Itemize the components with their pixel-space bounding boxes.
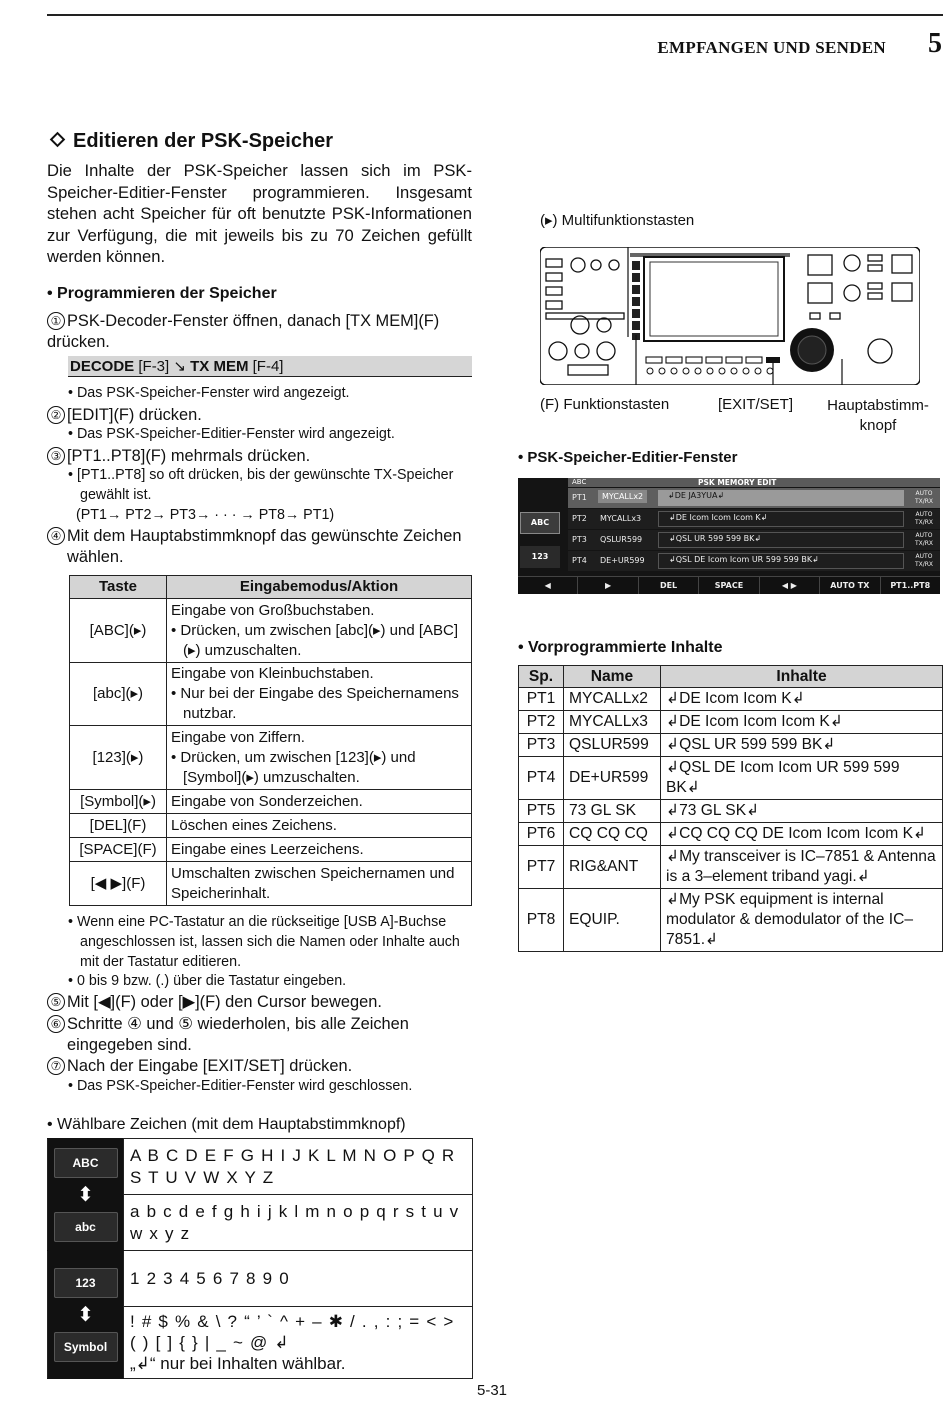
table-row: PT6 CQ CQ CQ ↲CQ CQ CQ DE Icom Icom Icom K↲ (519, 823, 943, 846)
table-row: PT4 DE+UR599 ↲QSL DE Icom Icom UR 599 599 BK↲ (519, 757, 943, 800)
memory-row[interactable]: PT4 DE+UR599 ↲QSL DE Icom Icom UR 599 599 BK↲ AUTO TX/RX (568, 551, 940, 571)
window-title: PSK MEMORY EDIT (698, 478, 777, 487)
table-row: [ABC](▸) Eingabe von Großbuchstaben. • Drücken, um zwischen [abc](▸) und [ABC](▸) umzuschalten. (70, 599, 472, 663)
section-title: Editieren der PSK-Speicher (47, 130, 333, 153)
digit-note: • 0 bis 9 bzw. (.) über die Tastatur eingeben. (68, 973, 347, 989)
lowercase-chars: a b c d e f g h i j k l m n o p q r s t u v w x y z (124, 1195, 473, 1251)
uppercase-chars: A B C D E F G H I J K L M N O P Q R S T U V W X Y Z (124, 1139, 473, 1195)
preset-heading: • Vorprogrammierte Inhalte (518, 639, 723, 656)
step-3-sequence: (PT1→ PT2→ PT3→ · · · → PT8→ PT1) (76, 507, 335, 523)
step-1: ① PSK-Decoder-Fenster öffnen, danach [TX MEM](F) drücken. (47, 312, 440, 351)
memory-row-selected[interactable]: PT1 MYCALLx2 ↲DE JA3YUA↲ AUTO TX/RX (568, 488, 940, 508)
chars-table (47, 1138, 473, 1379)
preset-header-sp: Sp. (519, 666, 564, 688)
header-rule (47, 14, 943, 16)
fkey-pt1-pt8[interactable]: PT1..PT8 (890, 581, 931, 590)
digit-chars: 1 2 3 4 5 6 7 8 9 0 (124, 1251, 473, 1307)
step-1-note: • Das PSK-Speicher-Fenster wird angezeigt. (68, 385, 350, 401)
table-row: [◀ ▶](F) Umschalten zwischen Speichernamen und Speicherinhalt. (70, 862, 472, 906)
function-keys-label: (F) Funktionstasten (540, 396, 670, 413)
chapter-number: 5 (928, 28, 942, 59)
page-number: 5-31 (477, 1382, 508, 1399)
table-row: [SPACE](F) Eingabe eines Leerzeichens. (70, 838, 472, 862)
symbol-icon: Symbol (54, 1332, 118, 1362)
table-row: PT2 MYCALLx3 ↲DE Icom Icom Icom K↲ (519, 711, 943, 734)
side-123-button[interactable]: 123 (520, 546, 560, 568)
preset-header-name: Name (564, 666, 661, 688)
table-row: PT5 73 GL SK ↲73 GL SK↲ (519, 800, 943, 823)
exit-set-label: [EXIT/SET] (718, 396, 794, 413)
abc-lower-icon: abc (54, 1212, 118, 1242)
step-5: ⑤ Mit [◀](F) oder [▶](F) den Cursor bewegen. (47, 992, 475, 1013)
table-row: PT3 QSLUR599 ↲QSL UR 599 599 BK↲ (519, 734, 943, 757)
step-3: ③ [PT1..PT8](F) mehrmals drücken. (47, 446, 475, 467)
preset-header-content: Inhalte (661, 666, 943, 688)
chars-heading: • Wählbare Zeichen (mit dem Hauptabstimmknopf) (47, 1116, 406, 1133)
key-table (69, 575, 472, 906)
symbol-note: „↲“ nur bei Inhalten wählbar. (130, 1354, 346, 1373)
function-key-bar (518, 576, 940, 594)
fkey-del[interactable]: DEL (639, 577, 699, 594)
symbol-chars: ! # $ % & \ ? “ ’ ` ^ + – ✱ / . , : ; = < > ( ) [ ] { } | _ ~ @ ↲ (130, 1312, 455, 1352)
main-dial-label: Hauptabstimm- knopf (827, 397, 929, 434)
step-2-note: • Das PSK-Speicher-Editier-Fenster wird angezeigt. (68, 426, 395, 442)
table-row: PT1 MYCALLx2 ↲DE Icom Icom K↲ (519, 688, 943, 711)
psk-window-heading: • PSK-Speicher-Editier-Fenster (518, 449, 738, 466)
fkey-space[interactable]: SPACE (699, 577, 759, 594)
table-row: PT7 RIG&ANT ↲My transceiver is IC–7851 & Antenna is a 3–element triband yagi.↲ (519, 846, 943, 889)
table-row: [DEL](F) Löschen eines Zeichens. (70, 814, 472, 838)
step-4: ④ Mit dem Hauptabstimmknopf das gewünschte Zeichen wählen. (47, 526, 475, 568)
diamond-icon (50, 132, 66, 148)
key-sequence: DECODE [F-3] ↘ TX MEM [F-4] (68, 356, 472, 377)
side-abc-button[interactable]: ABC (520, 512, 560, 534)
step-7-note: • Das PSK-Speicher-Editier-Fenster wird geschlossen. (68, 1078, 413, 1094)
intro-paragraph: Die Inhalte der PSK-Speicher lassen sich im PSK-Speicher-Editier-Fenster programmieren. Insgesamt stehen acht Speicher für oft benutzte PSK-Informationen zur Verfügung, die mit jeweils bis zu 70 Zeichen gefüllt werden können. (47, 161, 472, 266)
step-7: ⑦ Nach der Eingabe [EXIT/SET] drücken. (47, 1056, 475, 1077)
updown-arrow-icon: ⬍ (77, 1303, 94, 1326)
step-2: ② [EDIT](F) drücken. (47, 405, 475, 426)
table-row: [123](▸) Eingabe von Ziffern. • Drücken, um zwischen [123](▸) und [Symbol](▸) umzuschalten. (70, 726, 472, 790)
step-6: ⑥ Schritte ④ und ⑤ wiederholen, bis alle Zeichen eingegeben sind. (47, 1014, 475, 1056)
memory-row[interactable]: PT2 MYCALLx3 ↲DE Icom Icom Icom K↲ AUTO TX/RX (568, 509, 940, 529)
abc-upper-icon: ABC (54, 1148, 118, 1178)
programming-heading: • Programmieren der Speicher (47, 285, 277, 302)
usb-note: • Wenn eine PC-Tastatur an die rückseitige [USB A]-Buchse angeschlossen ist, lassen sich die Namen oder Inhalte auch mit der Tastatur editieren. (68, 914, 460, 970)
preset-table (518, 665, 943, 952)
num-icon: 123 (54, 1268, 118, 1298)
psk-memory-edit-window (518, 478, 940, 594)
multifunction-label: (▸) Multifunktionstasten (540, 212, 695, 229)
transceiver-illustration (540, 247, 920, 385)
table-row: PT8 EQUIP. ↲My PSK equipment is internal modulator & demodulator of the IC–7851.↲ (519, 889, 943, 952)
fkey-auto-tx[interactable]: AUTO TX (820, 577, 880, 594)
key-table-header-key: Taste (70, 576, 167, 599)
updown-arrow-icon: ⬍ (77, 1183, 94, 1206)
step-3-note: • [PT1..PT8] so oft drücken, bis der gewünschte TX-Speicher gewählt ist. (68, 467, 454, 503)
table-row: [Symbol](▸) Eingabe von Sonderzeichen. (70, 790, 472, 814)
key-table-header-action: Eingabemodus/Aktion (167, 576, 472, 599)
fkey-left[interactable]: ◀ (518, 577, 578, 594)
memory-row[interactable]: PT3 QSLUR599 ↲QSL UR 599 599 BK↲ AUTO TX/RX (568, 530, 940, 550)
table-row: [abc](▸) Eingabe von Kleinbuchstaben. • Nur bei der Eingabe des Speichernamens nutzbar. (70, 663, 472, 726)
chapter-title: EMPFANGEN UND SENDEN (657, 38, 886, 57)
mode-tag: ABC (572, 478, 587, 486)
fkey-switch[interactable]: ◀ ▶ (760, 577, 820, 594)
fkey-right[interactable]: ▶ (578, 577, 638, 594)
